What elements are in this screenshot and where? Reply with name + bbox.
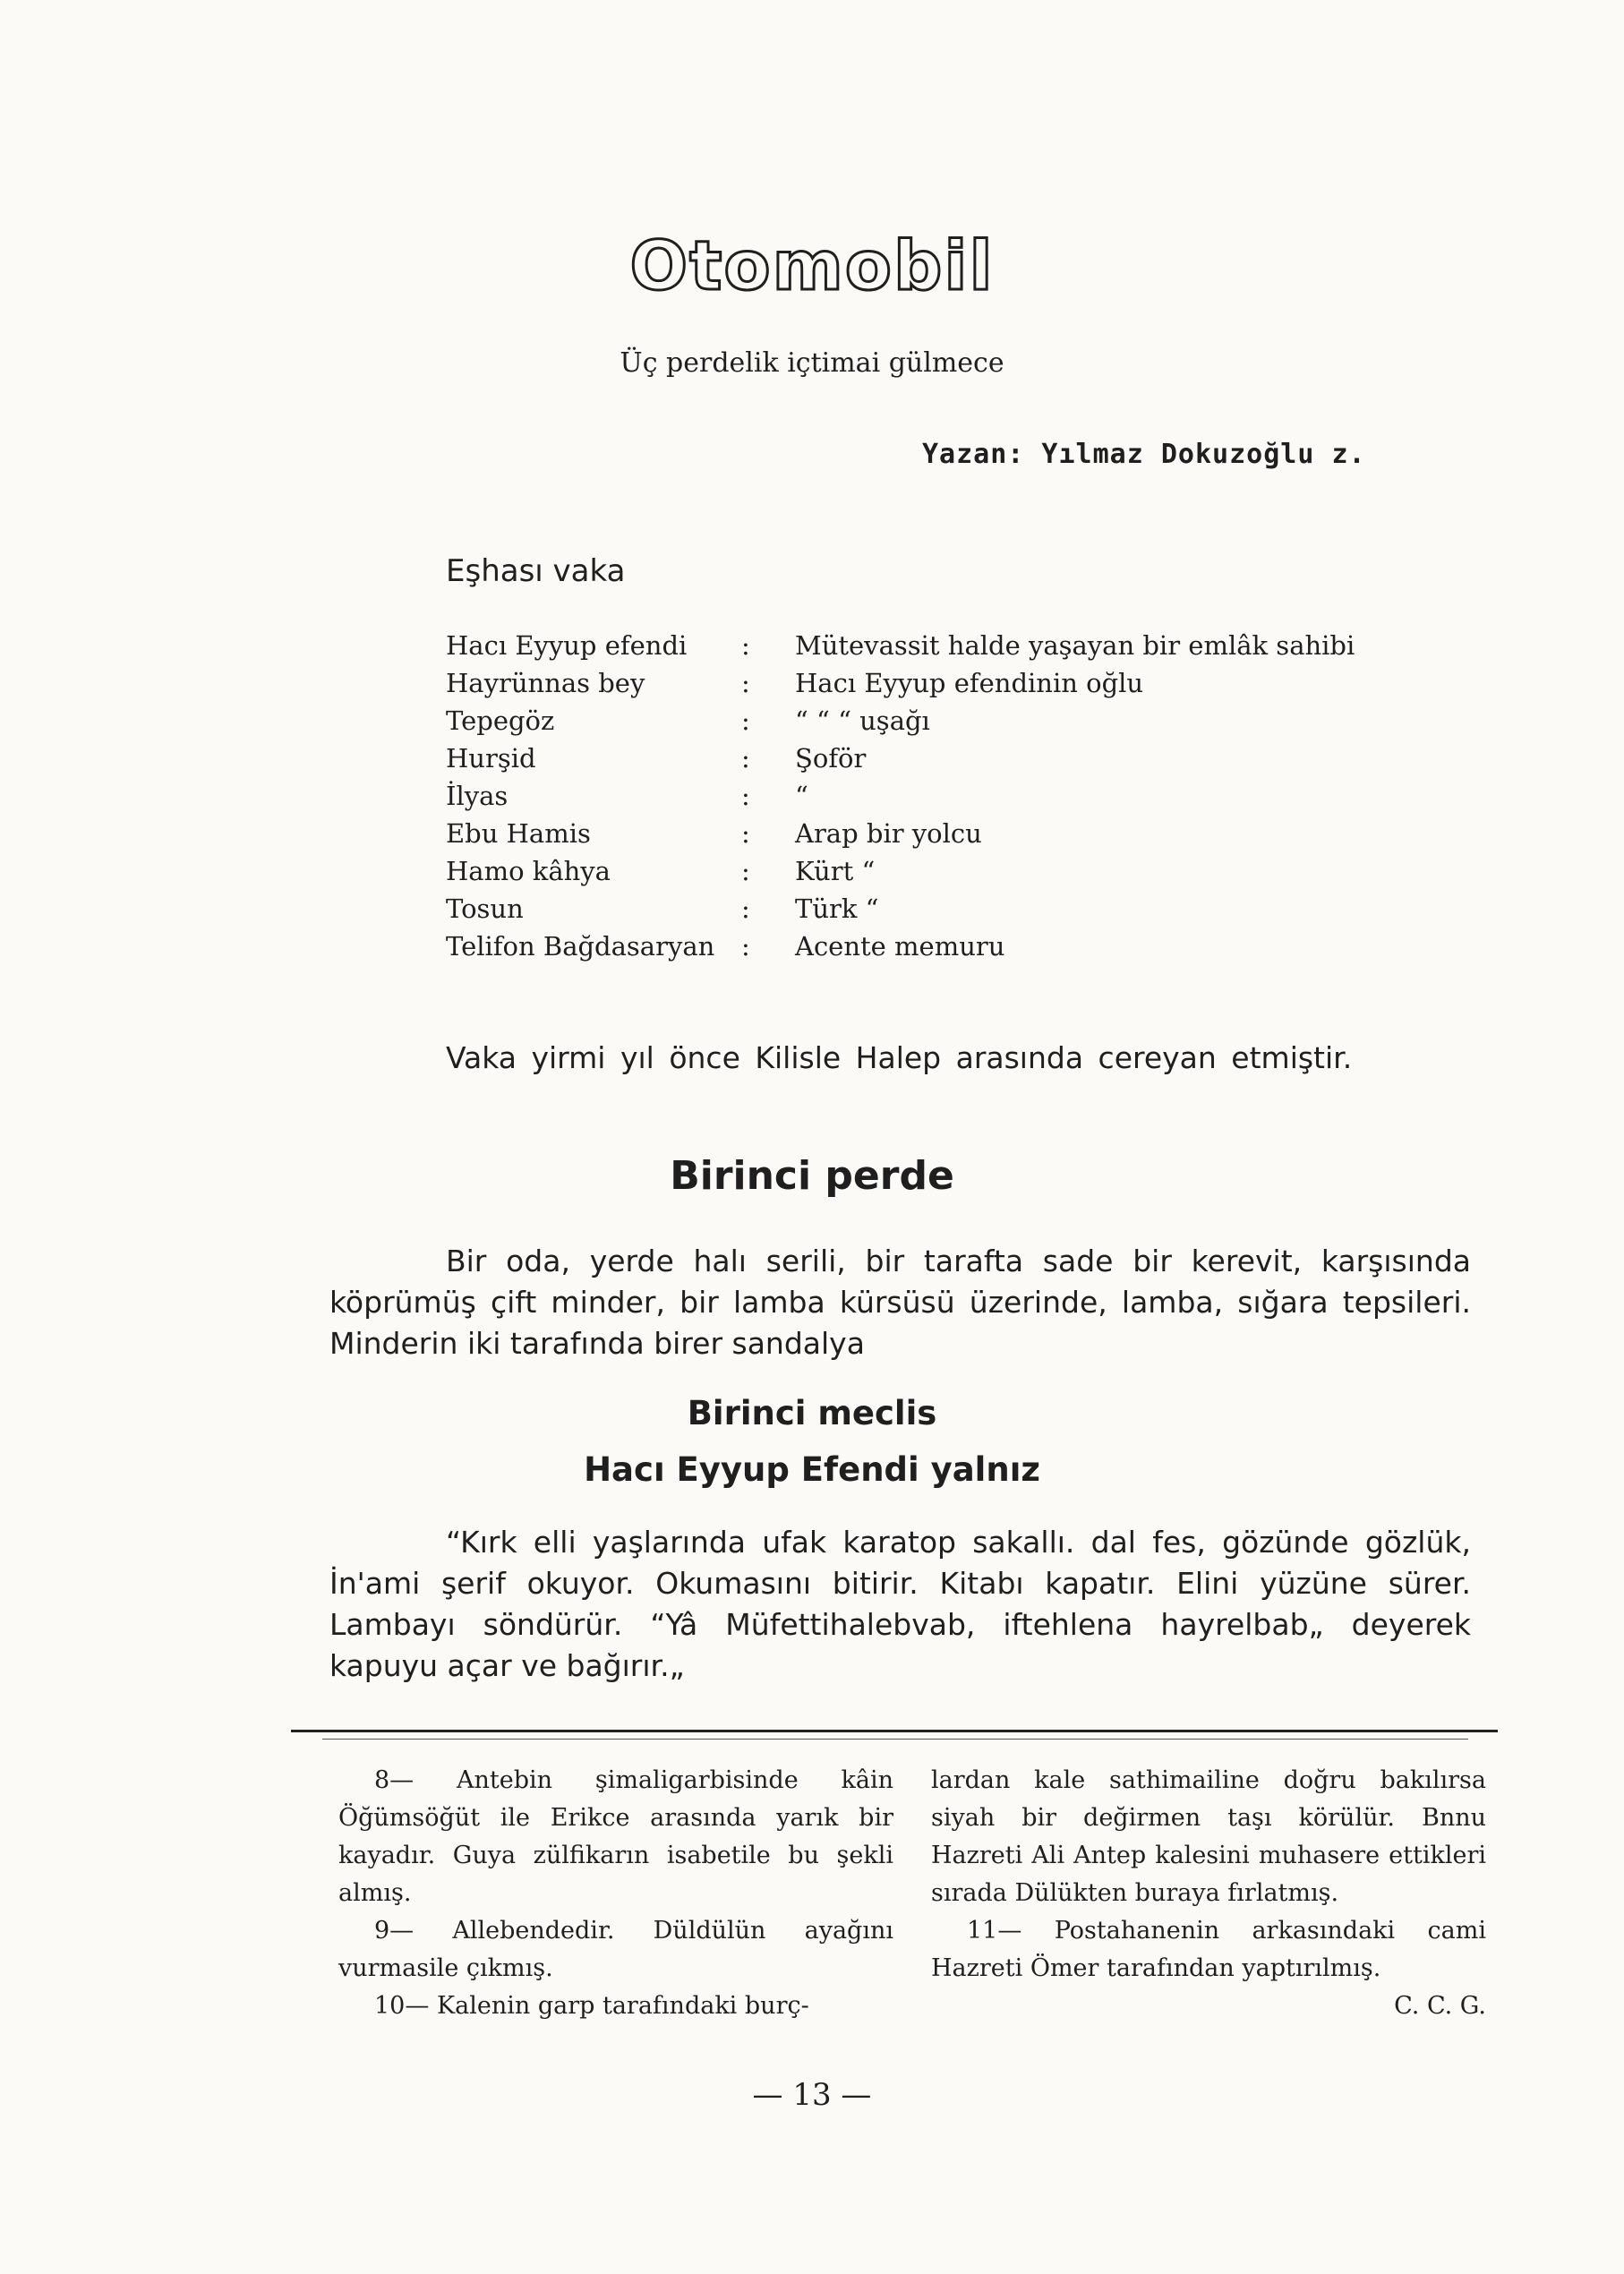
footnote: 10— Kalenin garp tarafındaki burç- (374, 1992, 809, 2020)
footnote-divider (291, 1730, 1498, 1732)
stage-direction: “Kırk elli yaşlarında ufak karatop sakallı. dal fes, gözünde gözlük, İn'ami şerif okuyor. Okumasını bitirir. Kitabı kapatır. Elini yüzüne sürer. Lambayı söndürür. “Yâ Müfettihalebvab, iftehlena hayrelbab„ deyerek kapuyu açar ve bağırır.„ (329, 1525, 1471, 1683)
cast-colon: : (741, 705, 750, 736)
cast-row (446, 777, 1355, 815)
cast-role: Şoför (795, 743, 867, 774)
cast-role: Acente memuru (795, 931, 1005, 962)
act-heading: Birinci perde (670, 1153, 954, 1199)
cast-name: İlyas (446, 781, 509, 811)
cast-row (446, 890, 1355, 928)
setting-line: Vaka yirmi yıl önce Kilisle Halep arasında cereyan etmiştir. (446, 1040, 1353, 1075)
cast-row (446, 928, 1355, 965)
cast-colon: : (741, 818, 750, 849)
cast-name: Tepegöz (446, 705, 555, 736)
cast-name: Hurşid (446, 743, 536, 774)
cast-role: Arap bir yolcu (795, 818, 982, 849)
cast-row (446, 664, 1355, 702)
footnote-divider-thin (322, 1739, 1468, 1740)
cast-role: Hacı Eyyup efendinin oğlu (795, 668, 1144, 698)
footnote: 8— Antebin şimaligarbisinde kâin Öğümsöğüt ile Erikce arasında yarık bir kayadır. Guya zülfikarın isabetile bu şekli almış. (338, 1766, 893, 1907)
footnote-signature: C. C. G. (1394, 1992, 1486, 2020)
footnote: 11— Postahanenin arkasındaki cami Hazreti Ömer tarafından yaptırılmış. (931, 1917, 1486, 1982)
cast-colon: : (741, 781, 750, 811)
cast-colon: : (741, 630, 750, 661)
scene-description: Bir oda, yerde halı serili, bir tarafta sade bir kerevit, karşısında köprümüş çift minder, bir lamba kürsüsü üzerinde, lamba, sığara tepsileri. Minderin iki tarafında birer sandalya (329, 1244, 1471, 1361)
cast-name: Hayrünnas bey (446, 668, 645, 698)
footnotes-right-column (931, 1762, 1486, 2025)
cast-role: “ “ “ uşağı (795, 705, 930, 736)
cast-row (446, 815, 1355, 852)
cast-name: Hacı Eyyup efendi (446, 630, 688, 661)
cast-colon: : (741, 668, 750, 698)
cast-colon: : (741, 931, 750, 962)
cast-heading: Eşhası vaka (446, 553, 626, 589)
play-title: Otomobil (629, 226, 995, 305)
scene-subheading: Hacı Eyyup Efendi yalnız (584, 1450, 1040, 1489)
cast-row (446, 852, 1355, 890)
cast-role: Türk “ (795, 893, 879, 924)
cast-name: Ebu Hamis (446, 818, 591, 849)
cast-row (446, 739, 1355, 777)
footnote: lardan kale sathimailine doğru bakılırsa siyah bir değirmen taşı körülür. Bnnu Hazreti Ali Antep kalesini muhasere ettikleri sırada Dülükten buraya fırlatmış. (931, 1766, 1486, 1907)
cast-name: Hamo kâhya (446, 856, 611, 886)
author-line: Yazan: Yılmaz Dokuzoğlu z. (922, 439, 1366, 470)
footnote: 9— Allebendedir. Düldülün ayağını vurmasile çıkmış. (338, 1917, 893, 1982)
cast-colon: : (741, 856, 750, 886)
cast-colon: : (741, 893, 750, 924)
cast-name: Tosun (446, 893, 524, 924)
cast-role: Kürt “ (795, 856, 876, 886)
cast-row (446, 627, 1355, 664)
cast-colon: : (741, 743, 750, 774)
footnotes-left-column (338, 1762, 893, 2025)
page-number: — 13 — (752, 2077, 872, 2113)
cast-role: Mütevassit halde yaşayan bir emlâk sahibi (795, 630, 1355, 661)
play-subtitle: Üç perdelik içtimai gülmece (620, 347, 1004, 379)
cast-list (446, 627, 1355, 965)
cast-row (446, 702, 1355, 739)
cast-name: Telifon Bağdasaryan (446, 931, 715, 962)
cast-role: “ (795, 781, 808, 811)
scene-heading: Birinci meclis (687, 1394, 937, 1432)
